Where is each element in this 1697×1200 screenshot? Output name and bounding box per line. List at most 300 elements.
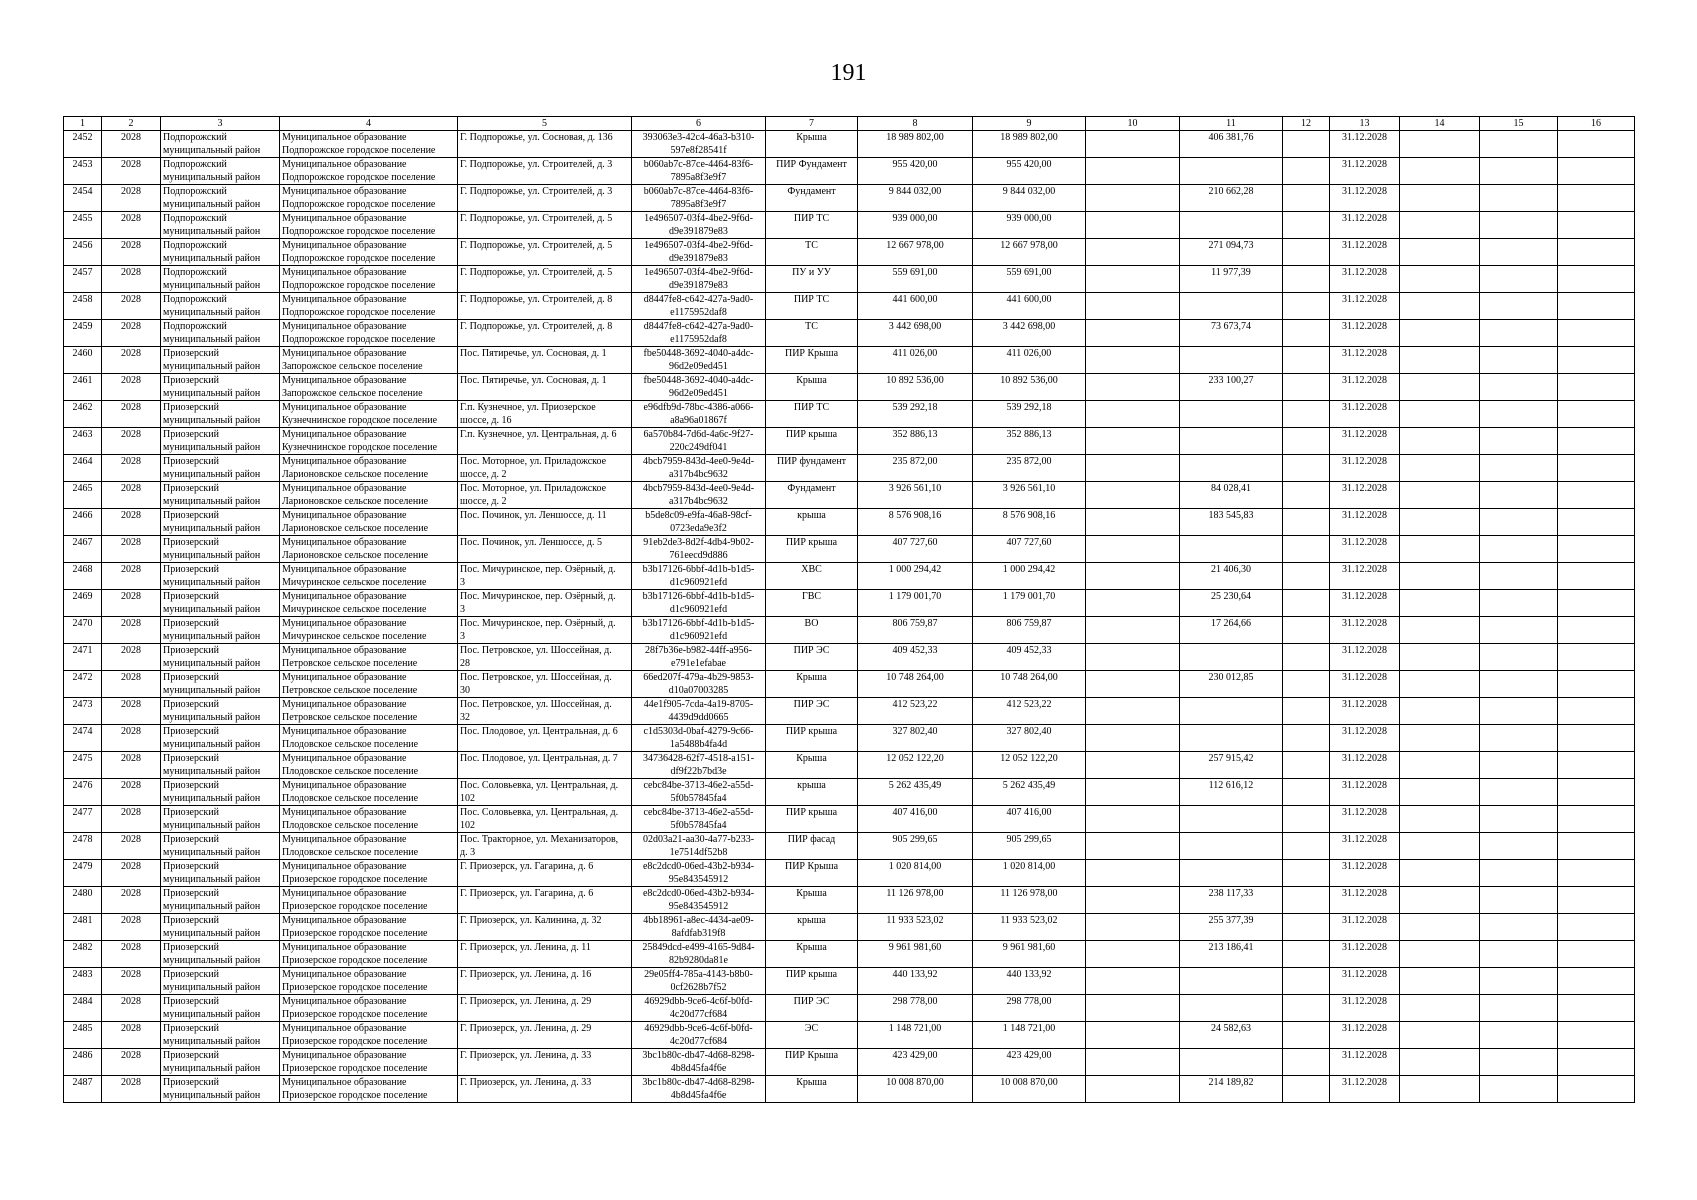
cell-col-10 xyxy=(1086,671,1180,698)
table-row xyxy=(64,563,1635,590)
cell-col-16 xyxy=(1558,536,1635,563)
cell-year: 2028 xyxy=(102,131,161,158)
cell-house-guid: 46929dbb-9ce6-4c6f-b0fd- 4c20d77cf684 xyxy=(632,995,766,1022)
cell-total-cost: 1 020 814,00 xyxy=(858,860,973,887)
cell-col-10 xyxy=(1086,1022,1180,1049)
table-row xyxy=(64,779,1635,806)
cell-house-guid: cebc84be-3713-46e2-a55d- 5f0b57845fa4 xyxy=(632,806,766,833)
cell-work-type: ПИР фундамент xyxy=(766,455,858,482)
cell-district: Приозерский муниципальный район xyxy=(161,401,280,428)
cell-municipality: Муниципальное образование Приозерское городское поселение xyxy=(280,1076,458,1103)
cell-col-10 xyxy=(1086,212,1180,239)
cell-col-10 xyxy=(1086,563,1180,590)
cell-col-14 xyxy=(1400,509,1480,536)
cell-year: 2028 xyxy=(102,806,161,833)
cell-col-16 xyxy=(1558,158,1635,185)
cell-col-16 xyxy=(1558,374,1635,401)
cell-total-cost: 11 126 978,00 xyxy=(858,887,973,914)
cell-col-15 xyxy=(1480,536,1558,563)
cell-total-cost: 409 452,33 xyxy=(858,644,973,671)
cell-year: 2028 xyxy=(102,428,161,455)
cell-col-15 xyxy=(1480,806,1558,833)
cell-col-12 xyxy=(1283,995,1330,1022)
cell-municipality: Муниципальное образование Ларионовское сельское поселение xyxy=(280,509,458,536)
cell-col-12 xyxy=(1283,779,1330,806)
table-row xyxy=(64,293,1635,320)
cell-house-guid: 4bcb7959-843d-4ee0-9e4d- a317b4bc9632 xyxy=(632,482,766,509)
cell-total-cost: 18 989 802,00 xyxy=(858,131,973,158)
cell-completion-date: 31.12.2028 xyxy=(1330,482,1400,509)
cell-municipality: Муниципальное образование Кузнечнинское городское поселение xyxy=(280,401,458,428)
cell-cost-fund: 8 576 908,16 xyxy=(973,509,1086,536)
cell-cost-fund: 806 759,87 xyxy=(973,617,1086,644)
cell-col-10 xyxy=(1086,266,1180,293)
cell-house-guid: 4bcb7959-843d-4ee0-9e4d- a317b4bc9632 xyxy=(632,455,766,482)
cell-completion-date: 31.12.2028 xyxy=(1330,671,1400,698)
cell-work-type: ПИР крыша xyxy=(766,428,858,455)
cell-col-12 xyxy=(1283,320,1330,347)
cell-cost-fund: 3 442 698,00 xyxy=(973,320,1086,347)
cell-house-guid: e8c2dcd0-06ed-43b2-b934- 95e843545912 xyxy=(632,860,766,887)
cell-total-cost: 1 148 721,00 xyxy=(858,1022,973,1049)
cell-municipality: Муниципальное образование Приозерское городское поселение xyxy=(280,1049,458,1076)
cell-col-11 xyxy=(1180,536,1283,563)
cell-row-index: 2464 xyxy=(64,455,102,482)
table-row xyxy=(64,671,1635,698)
cell-col-12 xyxy=(1283,1076,1330,1103)
cell-col-10 xyxy=(1086,779,1180,806)
cell-house-guid: 3bc1b80c-db47-4d68-8298- 4b8d45fa4f6e xyxy=(632,1076,766,1103)
cell-col-11 xyxy=(1180,158,1283,185)
cell-total-cost: 327 802,40 xyxy=(858,725,973,752)
cell-col-10 xyxy=(1086,185,1180,212)
cell-address: Пос. Починок, ул. Леншоссе, д. 5 xyxy=(458,536,632,563)
cell-total-cost: 10 748 264,00 xyxy=(858,671,973,698)
cell-col-16 xyxy=(1558,698,1635,725)
cell-year: 2028 xyxy=(102,779,161,806)
cell-col-12 xyxy=(1283,1049,1330,1076)
table-row xyxy=(64,995,1635,1022)
cell-cost-fund: 10 892 536,00 xyxy=(973,374,1086,401)
cell-col-10 xyxy=(1086,536,1180,563)
cell-cost-fund: 407 727,60 xyxy=(973,536,1086,563)
cell-col-11 xyxy=(1180,212,1283,239)
cell-col-15 xyxy=(1480,590,1558,617)
cell-col-14 xyxy=(1400,671,1480,698)
cell-total-cost: 806 759,87 xyxy=(858,617,973,644)
table-row xyxy=(64,806,1635,833)
cell-work-type: ПИР ТС xyxy=(766,401,858,428)
cell-total-cost: 411 026,00 xyxy=(858,347,973,374)
cell-col-10 xyxy=(1086,428,1180,455)
cell-col-16 xyxy=(1558,779,1635,806)
cell-total-cost: 9 844 032,00 xyxy=(858,185,973,212)
cell-col-15 xyxy=(1480,293,1558,320)
cell-cost-fund: 423 429,00 xyxy=(973,1049,1086,1076)
cell-col-10 xyxy=(1086,698,1180,725)
cell-house-guid: b3b17126-6bbf-4d1b-b1d5- d1c960921efd xyxy=(632,563,766,590)
table-row xyxy=(64,698,1635,725)
cell-address: Г. Приозерск, ул. Ленина, д. 29 xyxy=(458,1022,632,1049)
cell-col-15 xyxy=(1480,482,1558,509)
cell-col-11 xyxy=(1180,428,1283,455)
cell-municipality: Муниципальное образование Приозерское городское поселение xyxy=(280,860,458,887)
cell-district: Приозерский муниципальный район xyxy=(161,887,280,914)
cell-col-14 xyxy=(1400,941,1480,968)
cell-total-cost: 407 727,60 xyxy=(858,536,973,563)
table-row xyxy=(64,941,1635,968)
cell-col-16 xyxy=(1558,482,1635,509)
cell-row-index: 2470 xyxy=(64,617,102,644)
cell-municipality: Муниципальное образование Ларионовское сельское поселение xyxy=(280,455,458,482)
cell-row-index: 2471 xyxy=(64,644,102,671)
table-row xyxy=(64,131,1635,158)
cell-col-11: 21 406,30 xyxy=(1180,563,1283,590)
cell-year: 2028 xyxy=(102,347,161,374)
cell-address: Г. Приозерск, ул. Ленина, д. 29 xyxy=(458,995,632,1022)
cell-municipality: Муниципальное образование Подпорожское городское поселение xyxy=(280,185,458,212)
cell-municipality: Муниципальное образование Плодовское сельское поселение xyxy=(280,725,458,752)
cell-completion-date: 31.12.2028 xyxy=(1330,158,1400,185)
cell-col-15 xyxy=(1480,725,1558,752)
cell-row-index: 2455 xyxy=(64,212,102,239)
cell-col-11: 73 673,74 xyxy=(1180,320,1283,347)
cell-col-16 xyxy=(1558,995,1635,1022)
cell-col-15 xyxy=(1480,617,1558,644)
cell-row-index: 2487 xyxy=(64,1076,102,1103)
cell-year: 2028 xyxy=(102,536,161,563)
cell-col-16 xyxy=(1558,347,1635,374)
table-row xyxy=(64,1022,1635,1049)
cell-work-type: ПИР ЭС xyxy=(766,644,858,671)
cell-house-guid: 6a570b84-7d6d-4a6c-9f27- 220c249df041 xyxy=(632,428,766,455)
cell-address: Г. Приозерск, ул. Ленина, д. 11 xyxy=(458,941,632,968)
cell-district: Приозерский муниципальный район xyxy=(161,860,280,887)
cell-completion-date: 31.12.2028 xyxy=(1330,563,1400,590)
cell-col-12 xyxy=(1283,536,1330,563)
cell-municipality: Муниципальное образование Плодовское сельское поселение xyxy=(280,806,458,833)
cell-col-12 xyxy=(1283,401,1330,428)
cell-total-cost: 423 429,00 xyxy=(858,1049,973,1076)
cell-year: 2028 xyxy=(102,698,161,725)
cell-col-10 xyxy=(1086,806,1180,833)
cell-completion-date: 31.12.2028 xyxy=(1330,914,1400,941)
cell-work-type: ТС xyxy=(766,320,858,347)
cell-col-12 xyxy=(1283,806,1330,833)
cell-work-type: Крыша xyxy=(766,374,858,401)
cell-col-12 xyxy=(1283,509,1330,536)
cell-col-14 xyxy=(1400,752,1480,779)
cell-col-14 xyxy=(1400,833,1480,860)
cell-col-15 xyxy=(1480,914,1558,941)
cell-col-12 xyxy=(1283,239,1330,266)
cell-completion-date: 31.12.2028 xyxy=(1330,1049,1400,1076)
cell-col-11: 233 100,27 xyxy=(1180,374,1283,401)
cell-year: 2028 xyxy=(102,752,161,779)
cell-col-16 xyxy=(1558,509,1635,536)
cell-col-12 xyxy=(1283,374,1330,401)
cell-col-12 xyxy=(1283,266,1330,293)
cell-row-index: 2479 xyxy=(64,860,102,887)
cell-district: Приозерский муниципальный район xyxy=(161,482,280,509)
cell-row-index: 2462 xyxy=(64,401,102,428)
cell-address: Г. Подпорожье, ул. Строителей, д. 5 xyxy=(458,212,632,239)
cell-municipality: Муниципальное образование Петровское сельское поселение xyxy=(280,671,458,698)
cell-col-16 xyxy=(1558,941,1635,968)
cell-work-type: ПИР Крыша xyxy=(766,347,858,374)
cell-cost-fund: 12 667 978,00 xyxy=(973,239,1086,266)
cell-house-guid: 1e496507-03f4-4be2-9f6d- d9e391879e83 xyxy=(632,239,766,266)
cell-col-12 xyxy=(1283,860,1330,887)
column-header-8: 8 xyxy=(858,117,973,131)
cell-row-index: 2486 xyxy=(64,1049,102,1076)
cell-cost-fund: 441 600,00 xyxy=(973,293,1086,320)
cell-cost-fund: 298 778,00 xyxy=(973,995,1086,1022)
table-row xyxy=(64,212,1635,239)
cell-completion-date: 31.12.2028 xyxy=(1330,617,1400,644)
cell-address: Г. Подпорожье, ул. Сосновая, д. 136 xyxy=(458,131,632,158)
cell-completion-date: 31.12.2028 xyxy=(1330,590,1400,617)
cell-cost-fund: 412 523,22 xyxy=(973,698,1086,725)
cell-col-14 xyxy=(1400,968,1480,995)
cell-row-index: 2459 xyxy=(64,320,102,347)
cell-col-14 xyxy=(1400,293,1480,320)
cell-municipality: Муниципальное образование Подпорожское городское поселение xyxy=(280,266,458,293)
cell-col-12 xyxy=(1283,968,1330,995)
cell-year: 2028 xyxy=(102,1049,161,1076)
cell-row-index: 2478 xyxy=(64,833,102,860)
cell-year: 2028 xyxy=(102,320,161,347)
cell-district: Приозерский муниципальный район xyxy=(161,995,280,1022)
cell-house-guid: c1d5303d-0baf-4279-9c66- 1a5488b4fa4d xyxy=(632,725,766,752)
cell-col-14 xyxy=(1400,158,1480,185)
cell-col-15 xyxy=(1480,509,1558,536)
cell-cost-fund: 955 420,00 xyxy=(973,158,1086,185)
cell-col-15 xyxy=(1480,860,1558,887)
cell-col-15 xyxy=(1480,158,1558,185)
column-number-header-row xyxy=(64,117,1635,131)
cell-total-cost: 407 416,00 xyxy=(858,806,973,833)
cell-completion-date: 31.12.2028 xyxy=(1330,752,1400,779)
table-row xyxy=(64,401,1635,428)
cell-col-15 xyxy=(1480,1076,1558,1103)
cell-address: Пос. Петровское, ул. Шоссейная, д. 28 xyxy=(458,644,632,671)
column-header-13: 13 xyxy=(1330,117,1400,131)
cell-address: Г.п. Кузнечное, ул. Приозерское шоссе, д. 16 xyxy=(458,401,632,428)
cell-total-cost: 905 299,65 xyxy=(858,833,973,860)
cell-col-11: 213 186,41 xyxy=(1180,941,1283,968)
cell-year: 2028 xyxy=(102,1076,161,1103)
cell-house-guid: d8447fe8-c642-427a-9ad0- e1175952daf8 xyxy=(632,293,766,320)
cell-col-10 xyxy=(1086,509,1180,536)
cell-municipality: Муниципальное образование Мичуринское сельское поселение xyxy=(280,563,458,590)
cell-row-index: 2467 xyxy=(64,536,102,563)
cell-year: 2028 xyxy=(102,185,161,212)
cell-col-11 xyxy=(1180,401,1283,428)
cell-address: Пос. Соловьевка, ул. Центральная, д. 102 xyxy=(458,806,632,833)
cell-col-15 xyxy=(1480,968,1558,995)
cell-col-16 xyxy=(1558,725,1635,752)
cell-col-14 xyxy=(1400,1076,1480,1103)
cell-col-10 xyxy=(1086,347,1180,374)
cell-col-14 xyxy=(1400,806,1480,833)
cell-address: Пос. Петровское, ул. Шоссейная, д. 32 xyxy=(458,698,632,725)
cell-municipality: Муниципальное образование Ларионовское сельское поселение xyxy=(280,482,458,509)
page-number: 191 xyxy=(830,60,867,86)
cell-address: Г. Приозерск, ул. Гагарина, д. 6 xyxy=(458,860,632,887)
cell-year: 2028 xyxy=(102,590,161,617)
cell-house-guid: 393063e3-42c4-46a3-b310- 597e8f28541f xyxy=(632,131,766,158)
cell-cost-fund: 235 872,00 xyxy=(973,455,1086,482)
cell-district: Приозерский муниципальный район xyxy=(161,914,280,941)
cell-col-10 xyxy=(1086,401,1180,428)
cell-completion-date: 31.12.2028 xyxy=(1330,1076,1400,1103)
cell-total-cost: 412 523,22 xyxy=(858,698,973,725)
cell-col-16 xyxy=(1558,914,1635,941)
cell-col-11: 183 545,83 xyxy=(1180,509,1283,536)
cell-total-cost: 3 926 561,10 xyxy=(858,482,973,509)
cell-total-cost: 440 133,92 xyxy=(858,968,973,995)
table-row xyxy=(64,428,1635,455)
table-row xyxy=(64,239,1635,266)
cell-completion-date: 31.12.2028 xyxy=(1330,320,1400,347)
cell-cost-fund: 1 148 721,00 xyxy=(973,1022,1086,1049)
cell-work-type: ТС xyxy=(766,239,858,266)
cell-completion-date: 31.12.2028 xyxy=(1330,239,1400,266)
cell-col-12 xyxy=(1283,212,1330,239)
cell-completion-date: 31.12.2028 xyxy=(1330,833,1400,860)
cell-col-10 xyxy=(1086,239,1180,266)
cell-col-12 xyxy=(1283,725,1330,752)
cell-house-guid: 28f7b36e-b982-44ff-a956- e791e1efabae xyxy=(632,644,766,671)
cell-col-12 xyxy=(1283,671,1330,698)
cell-col-14 xyxy=(1400,212,1480,239)
cell-municipality: Муниципальное образование Запорожское сельское поселение xyxy=(280,374,458,401)
cell-district: Приозерский муниципальный район xyxy=(161,509,280,536)
cell-col-14 xyxy=(1400,725,1480,752)
cell-work-type: крыша xyxy=(766,509,858,536)
cell-district: Приозерский муниципальный район xyxy=(161,590,280,617)
cell-cost-fund: 352 886,13 xyxy=(973,428,1086,455)
cell-col-11 xyxy=(1180,833,1283,860)
cell-col-10 xyxy=(1086,590,1180,617)
cell-col-15 xyxy=(1480,455,1558,482)
cell-row-index: 2473 xyxy=(64,698,102,725)
cell-municipality: Муниципальное образование Приозерское городское поселение xyxy=(280,995,458,1022)
cell-address: Г. Подпорожье, ул. Строителей, д. 3 xyxy=(458,185,632,212)
cell-col-11: 210 662,28 xyxy=(1180,185,1283,212)
cell-cost-fund: 539 292,18 xyxy=(973,401,1086,428)
cell-district: Приозерский муниципальный район xyxy=(161,671,280,698)
cell-year: 2028 xyxy=(102,374,161,401)
cell-district: Приозерский муниципальный район xyxy=(161,455,280,482)
cell-work-type: Крыша xyxy=(766,887,858,914)
cell-house-guid: 1e496507-03f4-4be2-9f6d- d9e391879e83 xyxy=(632,266,766,293)
cell-work-type: ПИР ЭС xyxy=(766,698,858,725)
cell-cost-fund: 440 133,92 xyxy=(973,968,1086,995)
cell-address: Г. Приозерск, ул. Ленина, д. 33 xyxy=(458,1076,632,1103)
cell-col-12 xyxy=(1283,752,1330,779)
cell-work-type: ПИР ЭС xyxy=(766,995,858,1022)
cell-col-16 xyxy=(1558,806,1635,833)
cell-col-12 xyxy=(1283,914,1330,941)
cell-completion-date: 31.12.2028 xyxy=(1330,536,1400,563)
cell-municipality: Муниципальное образование Подпорожское городское поселение xyxy=(280,158,458,185)
cell-total-cost: 10 892 536,00 xyxy=(858,374,973,401)
cell-col-11 xyxy=(1180,860,1283,887)
cell-address: Пос. Соловьевка, ул. Центральная, д. 102 xyxy=(458,779,632,806)
cell-house-guid: fbe50448-3692-4040-a4dc- 96d2e09ed451 xyxy=(632,347,766,374)
cell-row-index: 2482 xyxy=(64,941,102,968)
cell-col-15 xyxy=(1480,833,1558,860)
table-body xyxy=(64,131,1635,1103)
cell-row-index: 2476 xyxy=(64,779,102,806)
cell-district: Приозерский муниципальный район xyxy=(161,536,280,563)
cell-district: Приозерский муниципальный район xyxy=(161,1022,280,1049)
cell-house-guid: 1e496507-03f4-4be2-9f6d- d9e391879e83 xyxy=(632,212,766,239)
cell-work-type: Крыша xyxy=(766,131,858,158)
cell-address: Г. Приозерск, ул. Калинина, д. 32 xyxy=(458,914,632,941)
cell-completion-date: 31.12.2028 xyxy=(1330,509,1400,536)
cell-completion-date: 31.12.2028 xyxy=(1330,644,1400,671)
cell-cost-fund: 9 844 032,00 xyxy=(973,185,1086,212)
program-table-container xyxy=(63,116,1635,1103)
cell-row-index: 2466 xyxy=(64,509,102,536)
cell-total-cost: 10 008 870,00 xyxy=(858,1076,973,1103)
cell-col-16 xyxy=(1558,266,1635,293)
table-row xyxy=(64,320,1635,347)
cell-col-14 xyxy=(1400,266,1480,293)
cell-year: 2028 xyxy=(102,509,161,536)
table-row xyxy=(64,482,1635,509)
cell-total-cost: 12 052 122,20 xyxy=(858,752,973,779)
cell-completion-date: 31.12.2028 xyxy=(1330,860,1400,887)
cell-total-cost: 955 420,00 xyxy=(858,158,973,185)
cell-col-11: 406 381,76 xyxy=(1180,131,1283,158)
cell-total-cost: 1 000 294,42 xyxy=(858,563,973,590)
cell-year: 2028 xyxy=(102,266,161,293)
cell-work-type: ЭС xyxy=(766,1022,858,1049)
cell-house-guid: 3bc1b80c-db47-4d68-8298- 4b8d45fa4f6e xyxy=(632,1049,766,1076)
cell-col-12 xyxy=(1283,185,1330,212)
column-header-1: 1 xyxy=(64,117,102,131)
cell-year: 2028 xyxy=(102,968,161,995)
cell-work-type: Крыша xyxy=(766,941,858,968)
cell-row-index: 2472 xyxy=(64,671,102,698)
cell-cost-fund: 905 299,65 xyxy=(973,833,1086,860)
cell-district: Приозерский муниципальный район xyxy=(161,806,280,833)
cell-district: Приозерский муниципальный район xyxy=(161,698,280,725)
cell-row-index: 2468 xyxy=(64,563,102,590)
cell-cost-fund: 1 000 294,42 xyxy=(973,563,1086,590)
cell-municipality: Муниципальное образование Приозерское городское поселение xyxy=(280,887,458,914)
cell-district: Приозерский муниципальный район xyxy=(161,1049,280,1076)
cell-district: Подпорожский муниципальный район xyxy=(161,131,280,158)
cell-col-15 xyxy=(1480,212,1558,239)
cell-year: 2028 xyxy=(102,482,161,509)
column-header-7: 7 xyxy=(766,117,858,131)
cell-address: Пос. Пятиречье, ул. Сосновая, д. 1 xyxy=(458,347,632,374)
cell-col-12 xyxy=(1283,887,1330,914)
cell-col-12 xyxy=(1283,347,1330,374)
cell-col-15 xyxy=(1480,563,1558,590)
cell-row-index: 2457 xyxy=(64,266,102,293)
cell-col-12 xyxy=(1283,1022,1330,1049)
cell-col-12 xyxy=(1283,482,1330,509)
cell-col-11: 11 977,39 xyxy=(1180,266,1283,293)
cell-cost-fund: 10 748 264,00 xyxy=(973,671,1086,698)
cell-address: Г. Подпорожье, ул. Строителей, д. 5 xyxy=(458,239,632,266)
